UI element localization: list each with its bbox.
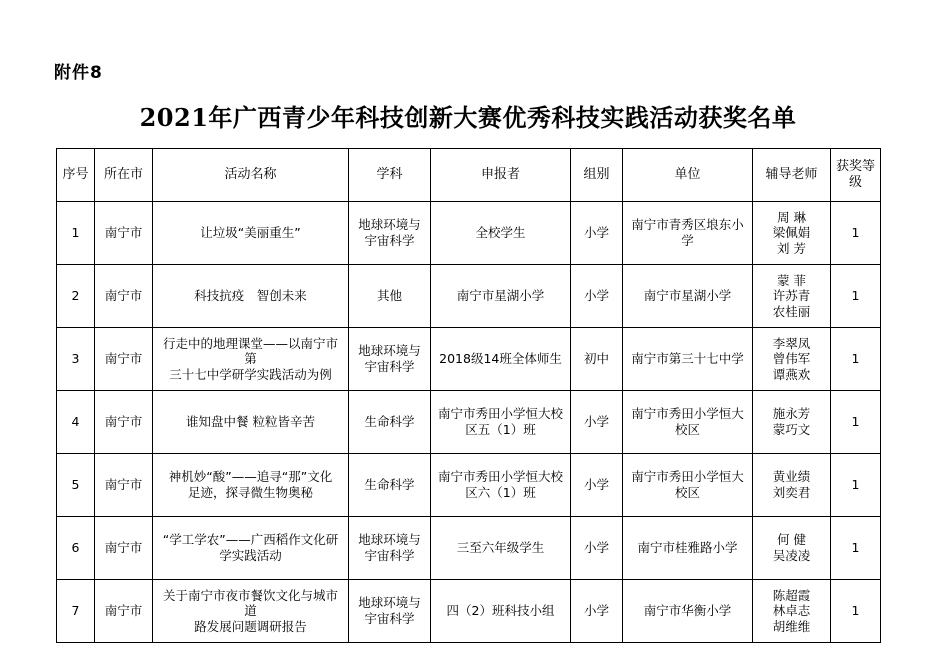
cell-unit-line2: 学: [681, 233, 694, 248]
cell-applicant-line1: 南宁市秀田小学恒大校: [437, 406, 563, 422]
award-list-table: [56, 148, 881, 643]
teacher-name: 陈超霞: [772, 587, 811, 603]
cell-activity-line1: 行走中的地理课堂——以南宁市第: [162, 335, 338, 367]
cell-subject: [349, 328, 431, 391]
cell-city: 南宁市: [95, 202, 153, 265]
cell-applicant: [431, 454, 571, 517]
cell-group: 初中: [571, 328, 623, 391]
header-teacher: 辅导老师: [753, 149, 831, 202]
header-applicant: 申报者: [431, 149, 571, 202]
teacher-name: 许苏青: [772, 288, 811, 304]
cell-applicant-line2: 区五（1）班: [465, 422, 536, 437]
teacher-name: 吴凌凌: [772, 548, 811, 563]
cell-group: 小学: [571, 580, 623, 643]
cell-activity-line1: 神机妙“酸”——追寻“那”文化: [168, 469, 333, 485]
cell-group: 小学: [571, 202, 623, 265]
cell-subject-line2: 宇宙科学: [364, 548, 415, 563]
cell-activity-line2: 路发展问题调研报告: [194, 618, 307, 634]
cell-teachers: [753, 328, 831, 391]
teacher-name: 刘 芳: [777, 240, 806, 256]
cell-no: 5: [57, 454, 95, 517]
cell-unit: [623, 454, 753, 517]
cell-subject: [349, 517, 431, 580]
table-row: [57, 391, 881, 454]
cell-unit-line2: 校区: [674, 485, 700, 500]
cell-no: 4: [57, 391, 95, 454]
header-group: 组别: [571, 149, 623, 202]
cell-no: 3: [57, 328, 95, 391]
teacher-name: 林卓志: [772, 603, 811, 619]
cell-subject-line2: 宇宙科学: [364, 611, 415, 626]
table-row: [57, 202, 881, 265]
cell-teachers: [753, 580, 831, 643]
cell-award-level: 1: [831, 265, 881, 328]
cell-no: 1: [57, 202, 95, 265]
cell-applicant-line1: 南宁市秀田小学恒大校: [437, 469, 563, 485]
teacher-name: 梁佩娟: [772, 225, 811, 241]
cell-award-level: 1: [831, 454, 881, 517]
cell-subject-line1: 地球环境与: [358, 532, 421, 548]
cell-subject: 生命科学: [349, 391, 431, 454]
cell-activity-line2: 三十七中学研学实践活动为例: [169, 366, 332, 382]
header-city: 所在市: [95, 149, 153, 202]
cell-city: 南宁市: [95, 454, 153, 517]
cell-teachers: [753, 265, 831, 328]
cell-applicant: 三至六年级学生: [431, 517, 571, 580]
teacher-name: 施永芳: [772, 406, 811, 422]
teacher-name: 谭燕欢: [772, 366, 811, 382]
cell-city: 南宁市: [95, 328, 153, 391]
cell-teachers: [753, 517, 831, 580]
cell-activity-line1: 关于南宁市夜市餐饮文化与城市道: [162, 587, 338, 619]
cell-applicant: 2018级14班全体师生: [431, 328, 571, 391]
cell-subject-line1: 地球环境与: [358, 217, 421, 233]
cell-activity-name: [153, 454, 349, 517]
teacher-name: 曾伟军: [772, 351, 811, 367]
cell-activity-name: 让垃圾“美丽重生”: [153, 202, 349, 265]
cell-applicant-line2: 区六（1）班: [465, 485, 536, 500]
cell-subject-line1: 地球环境与: [358, 343, 421, 359]
cell-unit: [623, 202, 753, 265]
cell-activity-line1: “学工学农”——广西稻作文化研: [162, 532, 339, 548]
cell-subject-line2: 宇宙科学: [364, 359, 415, 374]
cell-subject: [349, 202, 431, 265]
header-award-level: 获奖等级: [831, 149, 881, 202]
cell-unit: [623, 391, 753, 454]
cell-group: 小学: [571, 265, 623, 328]
cell-group: 小学: [571, 391, 623, 454]
cell-activity-line2: 足迹，探寻微生物奥秘: [187, 485, 313, 500]
cell-applicant: [431, 391, 571, 454]
cell-city: 南宁市: [95, 391, 153, 454]
cell-city: 南宁市: [95, 265, 153, 328]
cell-award-level: 1: [831, 391, 881, 454]
cell-applicant: 南宁市星湖小学: [431, 265, 571, 328]
table-header-row: [57, 149, 881, 202]
cell-no: 2: [57, 265, 95, 328]
teacher-name: 何 健: [777, 532, 806, 548]
cell-award-level: 1: [831, 328, 881, 391]
cell-unit: 南宁市华衡小学: [623, 580, 753, 643]
cell-unit: 南宁市桂雅路小学: [623, 517, 753, 580]
cell-activity-line2: 学实践活动: [219, 548, 282, 563]
teacher-name: 黄业绩: [772, 469, 811, 485]
cell-unit: 南宁市星湖小学: [623, 265, 753, 328]
header-no: 序号: [57, 149, 95, 202]
cell-subject-line2: 宇宙科学: [364, 233, 415, 248]
cell-award-level: 1: [831, 580, 881, 643]
teacher-name: 蒙 菲: [777, 272, 806, 288]
cell-unit-line1: 南宁市秀田小学恒大: [631, 469, 744, 485]
page-title: 2021年广西青少年科技创新大赛优秀科技实践活动获奖名单: [139, 103, 797, 132]
cell-teachers: [753, 454, 831, 517]
teacher-name: 蒙巧文: [772, 422, 811, 437]
table-row: [57, 580, 881, 643]
cell-unit: 南宁市第三十七中学: [623, 328, 753, 391]
cell-unit-line1: 南宁市秀田小学恒大: [631, 406, 744, 422]
cell-applicant: 四（2）班科技小组: [431, 580, 571, 643]
table-row: [57, 265, 881, 328]
cell-award-level: 1: [831, 202, 881, 265]
cell-teachers: [753, 202, 831, 265]
teacher-name: 农桂丽: [772, 303, 811, 319]
cell-subject: [349, 580, 431, 643]
cell-teachers: [753, 391, 831, 454]
table-row: [57, 328, 881, 391]
header-unit: 单位: [623, 149, 753, 202]
cell-award-level: 1: [831, 517, 881, 580]
teacher-name: 李翠凤: [772, 335, 811, 351]
cell-activity-name: [153, 517, 349, 580]
cell-applicant: 全校学生: [431, 202, 571, 265]
cell-city: 南宁市: [95, 517, 153, 580]
cell-activity-name: [153, 328, 349, 391]
cell-activity-name: 科技抗疫 智创未来: [153, 265, 349, 328]
cell-activity-name: [153, 580, 349, 643]
cell-no: 6: [57, 517, 95, 580]
table-row: [57, 517, 881, 580]
header-subject: 学科: [349, 149, 431, 202]
header-activity-name: 活动名称: [153, 149, 349, 202]
cell-subject: 生命科学: [349, 454, 431, 517]
cell-unit-line1: 南宁市青秀区埌东小: [631, 217, 744, 233]
cell-group: 小学: [571, 454, 623, 517]
cell-activity-name: 谁知盘中餐 粒粒皆辛苦: [153, 391, 349, 454]
teacher-name: 刘奕君: [772, 485, 811, 500]
cell-city: 南宁市: [95, 580, 153, 643]
table-row: [57, 454, 881, 517]
cell-no: 7: [57, 580, 95, 643]
teacher-name: 周 琳: [777, 209, 806, 225]
attachment-label: 附件8: [54, 63, 103, 83]
cell-unit-line2: 校区: [674, 422, 700, 437]
cell-subject-line1: 地球环境与: [358, 595, 421, 611]
cell-group: 小学: [571, 517, 623, 580]
cell-subject: 其他: [349, 265, 431, 328]
teacher-name: 胡维维: [772, 618, 811, 634]
